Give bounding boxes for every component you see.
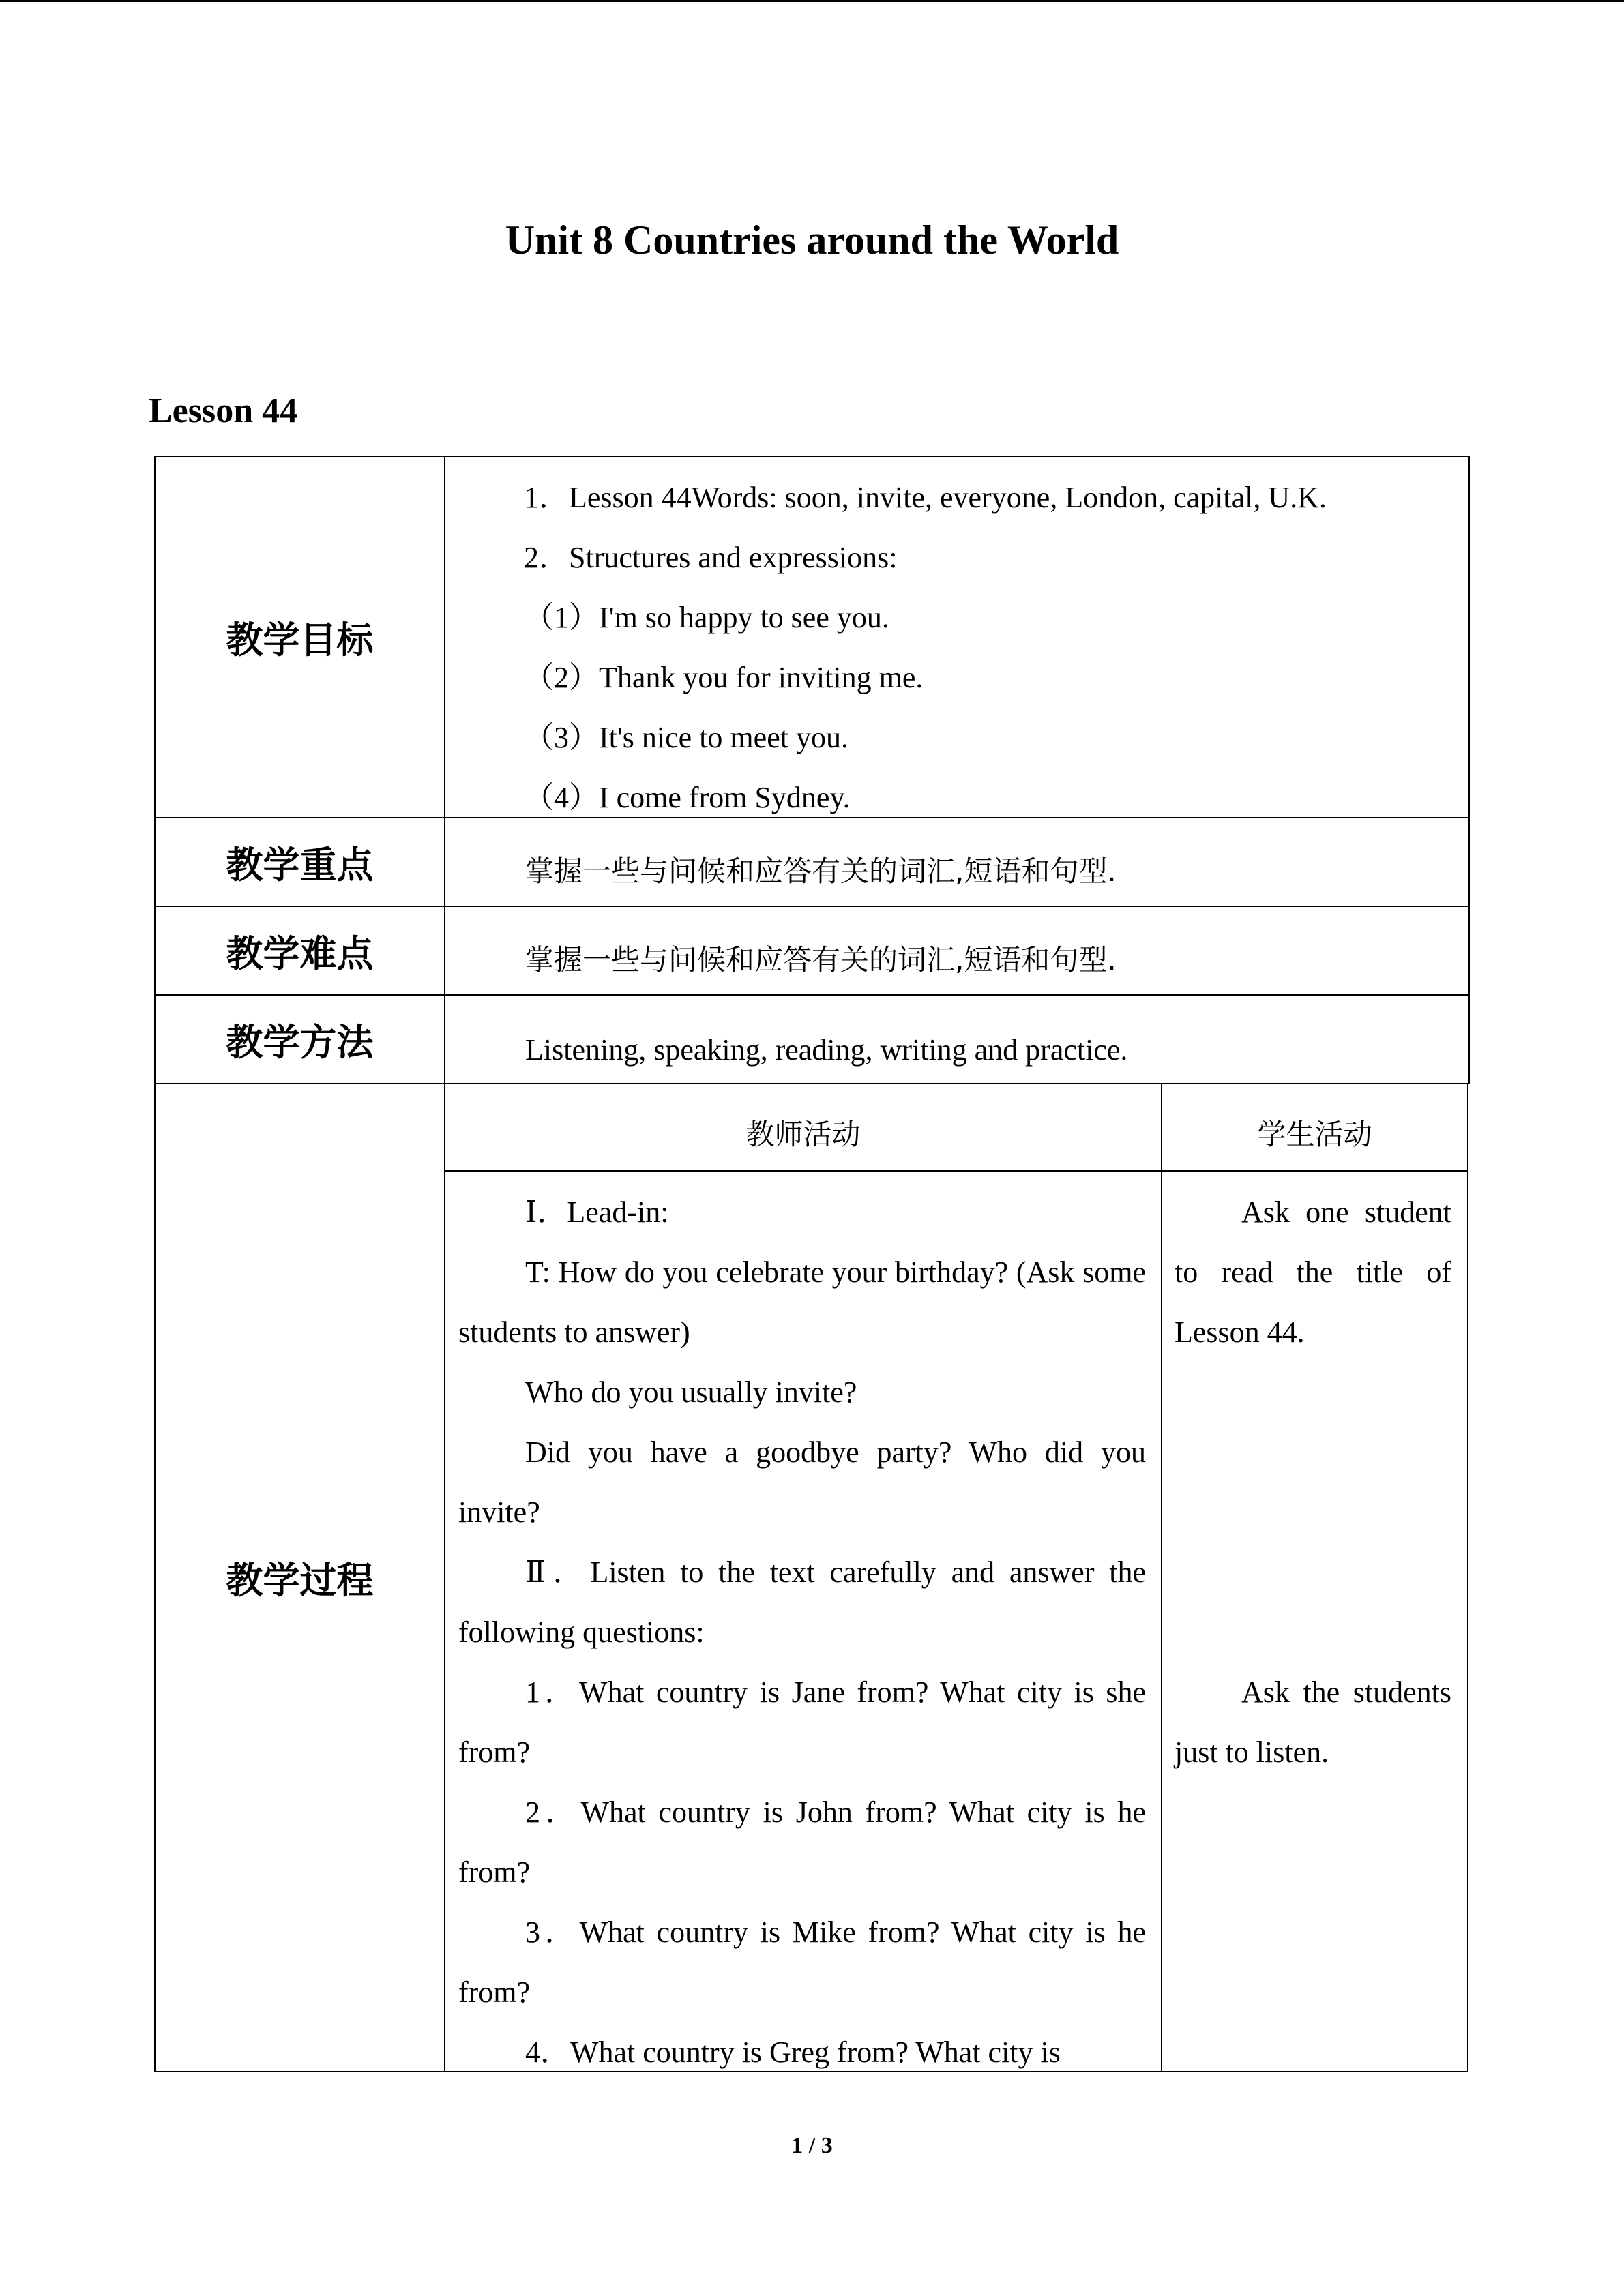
lesson-heading: Lesson 44	[149, 391, 298, 430]
difficulties-text: 掌握一些与问候和应答有关的词汇,短语和句型.	[525, 943, 1117, 976]
teacher-paragraph: T: How do you celebrate your birthday? (Ask some students to answer)	[458, 1255, 1146, 1349]
student-paragraph: Ask the students just to listen.	[1175, 1675, 1451, 1769]
objective-line: （3）It's nice to meet you.	[524, 721, 848, 754]
objective-line: 1．Lesson 44Words: soon, invite, everyone, London, capital, U.K.	[524, 481, 1327, 514]
objective-line: （4）I come from Sydney.	[524, 781, 851, 814]
lead-in-heading: Ⅰ．Lead-in:	[525, 1195, 669, 1229]
question-item: 2．What country is John from? What city is he from?	[458, 1795, 1146, 1889]
methods-text: Listening, speaking, reading, writing and practice.	[525, 1033, 1128, 1067]
student-paragraph: Ask one student to read the title of Lesson 44.	[1175, 1195, 1451, 1349]
question-item: 3．What country is Mike from? What city is he from?	[458, 1915, 1146, 2009]
top-rule	[0, 0, 1624, 2]
question-item: 4．What country is Greg from? What city is	[525, 2036, 1061, 2069]
objective-line: 2．Structures and expressions:	[524, 541, 898, 574]
difficulties-label: 教学难点	[226, 931, 374, 975]
key-points-text: 掌握一些与问候和应答有关的词汇,短语和句型.	[525, 854, 1117, 888]
objective-line: （2）Thank you for inviting me.	[524, 661, 924, 694]
objectives-label: 教学目标	[226, 618, 374, 661]
teacher-paragraph: Did you have a goodbye party? Who did you invite?	[458, 1435, 1146, 1529]
key-points-label: 教学重点	[226, 843, 374, 886]
teacher-activity-header: 教师活动	[745, 1118, 861, 1151]
methods-label: 教学方法	[226, 1020, 374, 1064]
teacher-paragraph: Who do you usually invite?	[525, 1375, 857, 1409]
process-label: 教学过程	[226, 1559, 374, 1602]
page-number: 1 / 3	[791, 2133, 833, 2158]
question-item: 1．What country is Jane from? What city is she from?	[458, 1675, 1146, 1769]
objective-line: （1）I'm so happy to see you.	[524, 601, 889, 634]
listening-heading: Ⅱ．Listen to the text carefully and answer the following questions:	[458, 1555, 1146, 1649]
student-activity-header: 学生活动	[1257, 1118, 1372, 1151]
document-title: Unit 8 Countries around the World	[505, 218, 1119, 263]
